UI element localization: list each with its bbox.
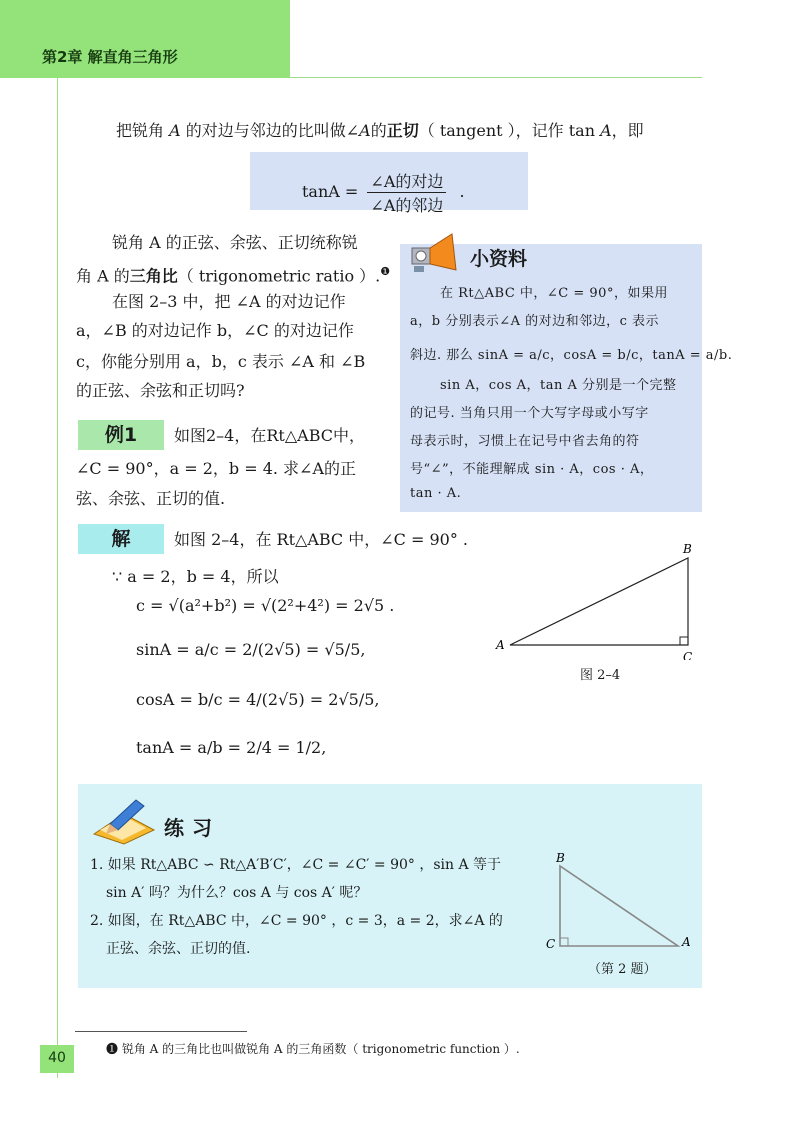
formula-fraction [367,169,446,216]
formula-numerator: ∠A的对边 [370,172,444,191]
exercise-figure-caption: （第 2 题） [588,962,657,977]
example-label: 例1 [78,420,164,450]
exercise-figure [542,852,692,952]
info-line-4: sin A，cos A，tan A 分别是一个完整 [440,378,677,393]
pencil-book-icon [90,794,158,846]
equation-cos: cosA = b/c = 4/(2√5) = 2√5/5, [136,690,380,709]
def-var-a: A [169,121,181,140]
question-line1: 在图 2–3 中，把 ∠A 的对边记作 [112,292,346,311]
info-line-3: 斜边. 那么 sinA = a/c，cosA = b/c，tanA = a/b. [410,348,733,363]
equation-sin: sinA = a/c = 2/(2√5) = √5/5, [136,640,366,659]
vertex-c-label: C [683,650,693,660]
info-line-7: 号“∠”，不能理解成 sin · A，cos · A， [410,462,654,477]
ex-vertex-c-label: C [546,937,556,951]
tangent-definition [116,117,644,145]
vertex-a-label: A [496,638,505,652]
solution-label: 解 [78,524,164,554]
info-box [400,244,733,512]
def-term-tangent: 正切 [386,121,419,140]
term-trig-ratio: 三角比 [129,266,178,286]
page-number-box [40,1045,74,1073]
header-rule [290,77,702,78]
info-box-title: 小资料 [470,248,528,270]
example-line2: ∠C = 90°，a = 2，b = 4. 求∠A的正 [76,459,357,478]
vertex-b-label: B [683,542,692,556]
def-var-a3: A [600,121,612,140]
speaker-icon [408,230,466,274]
ex-vertex-b-label: B [556,852,565,865]
ex-vertex-a-label: A [682,935,691,949]
footnote-marker: ❶ [380,265,391,278]
trig-ratio-post: （ trigonometric ratio ）. [177,266,381,286]
trig-ratio-pre: 角 A 的 [76,266,130,286]
info-line-6: 母表示时，习惯上在记号中省去角的符 [410,434,640,449]
trig-ratio-line1: 锐角 A 的正弦、余弦、正切统称锐 [112,233,358,252]
margin-line [57,78,58,1078]
info-line-8: tan · A. [410,486,462,501]
def-text-1: 把锐角 [116,121,170,140]
info-line-1: 在 Rt△ABC 中，∠C = 90°，如果用 [440,286,668,301]
figure-2-4 [490,540,700,660]
def-text-4: （ tangent ），记作 tan [418,121,601,140]
exercise-title: 练习 [164,816,220,840]
exercise-panel [78,784,702,988]
right-angle-mark [680,637,688,645]
chapter-title: 第2章 解直角三角形 [42,48,178,66]
equation-c: c = √(a²+b²) = √(2²+4²) = 2√5 . [136,596,395,615]
formula-denominator: ∠A的邻边 [367,192,446,216]
def-text-5: ，即 [611,121,644,140]
figure-caption: 图 2–4 [580,668,621,683]
formula-lhs: tanA = [302,182,359,201]
formula-period: . [459,182,465,201]
exercise-right-angle-mark [560,938,568,946]
footnote: ❶ 锐角 A 的三角比也叫做锐角 A 的三角函数（ trigonometric function ）. [106,1042,520,1056]
def-text-2: 的对边与邻边的比叫做∠ [180,121,360,140]
triangle-abc [510,558,688,645]
footnote-rule [75,1031,247,1032]
exercise-triangle [560,866,678,946]
question-line3: c，你能分别用 a，b，c 表示 ∠A 和 ∠B [76,352,366,371]
def-text-3: 的 [370,121,387,140]
exercise-q1-line1: 1. 如果 Rt△ABC ∽ Rt△A′B′C′，∠C = ∠C′ = 90° ，sin A 等于 [90,857,502,873]
example-line1: 如图2–4，在Rt△ABC中， [174,426,365,445]
example-line3: 弦、余弦、正切的值. [76,489,226,508]
question-line2: a，∠B 的对边记作 b，∠C 的对边记作 [76,321,354,340]
solution-line2: ∵ a = 2，b = 4，所以 [112,567,279,586]
exercise-q2-line2: 正弦、余弦、正切的值. [106,941,251,957]
info-line-2: a，b 分别表示∠A 的对边和邻边，c 表示 [410,314,660,329]
exercise-q2-line1: 2. 如图，在 Rt△ABC 中，∠C = 90° ，c = 3，a = 2，求∠A 的 [90,913,503,929]
solution-line1: 如图 2–4，在 Rt△ABC 中，∠C = 90° . [174,530,469,549]
equation-tan: tanA = a/b = 2/4 = 1/2, [136,738,327,757]
page-number: 40 [48,1050,66,1066]
exercise-q1-line2: sin A′ 吗？为什么？cos A 与 cos A′ 呢？ [106,885,368,901]
tan-definition-box [250,152,528,215]
info-line-5: 的记号. 当角只用一个大写字母或小写字 [410,406,649,421]
trig-ratio-line2 [76,258,390,290]
def-var-a2: A [359,121,371,140]
question-line4: 的正弦、余弦和正切吗? [76,381,245,400]
